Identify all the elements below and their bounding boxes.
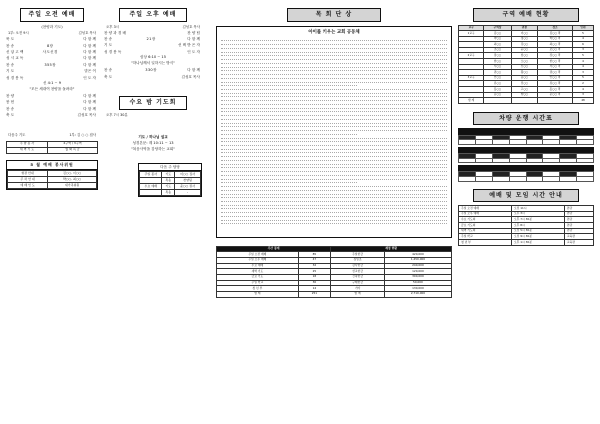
volunteers-table <box>7 170 97 189</box>
stats-row-cell: 85 <box>298 252 330 258</box>
stats-row-cell: 주일 오전 예배 <box>217 252 299 258</box>
bus-table-1 <box>458 135 594 145</box>
order-detail: 8장 <box>46 43 54 48</box>
district-row-cell: 윤○○ <box>511 47 537 53</box>
stats-row-cell: 주일헌금 <box>331 252 385 258</box>
stats-row-cell: 주일 오후 예배 <box>217 257 299 263</box>
bus-cell <box>543 177 560 182</box>
pastor-column <box>216 8 452 298</box>
district-row-cell: 고○○ <box>511 87 537 93</box>
stats-row-cell: 구제헌금 <box>331 280 385 286</box>
district-row-cell <box>511 98 537 104</box>
afternoon-service-time: 오후 3시 <box>106 24 120 29</box>
district-row-cell: 김○○ 댁 <box>538 31 573 37</box>
next-duty-box <box>138 163 202 197</box>
bus-cell <box>577 177 594 182</box>
order-leader: 김성호 목사 <box>181 74 200 79</box>
bus-cell <box>526 140 543 145</box>
order-row <box>104 74 202 80</box>
order-item: 성 시 교 독 <box>6 56 24 61</box>
order-leader: 맡은 이 <box>84 69 96 74</box>
stats-row-cell: 30 <box>298 280 330 286</box>
next-duty-row-cell: 찬양팀 <box>175 178 201 184</box>
next-duty-row-cell: - <box>175 190 201 196</box>
order-item: 축 도 <box>6 113 15 118</box>
bus-cell <box>509 158 526 163</box>
bus-row <box>459 140 594 145</box>
stats-row-cell: 합 계 <box>331 291 385 297</box>
district-row-cell: 김○○ <box>484 31 512 37</box>
order-row <box>104 67 202 73</box>
order-leader: 다 함 께 <box>83 93 96 98</box>
afternoon-sermon-title: "하나님께서 일하시는 방식" <box>131 61 175 66</box>
district-col-header: 구역장 <box>484 25 512 31</box>
stats-row-cell: 금요 기도 <box>217 274 299 280</box>
stats-row-cell: 130,000 <box>384 286 451 292</box>
next-duty-row-cell: 특송 <box>162 190 175 196</box>
afternoon-service-pastor: 김성호 목사 <box>182 24 200 29</box>
stats-row-cell: 주일 학교 <box>217 280 299 286</box>
district-row-cell: 서○○ 댁 <box>538 64 573 70</box>
next-duty-row-cell: 이○○ 집사 <box>175 172 201 178</box>
district-row-cell: 황○○ <box>511 70 537 76</box>
schedule-row-cell: 오후 1시 30분 <box>511 240 564 246</box>
district-row-cell: 최○○ <box>484 42 512 48</box>
district-row-cell: 4 <box>573 59 594 65</box>
district-row-cell: 박○○ <box>484 36 512 42</box>
bus-cell <box>543 158 560 163</box>
next-duty-header: 다음 주 담당 <box>139 164 201 171</box>
order-item: 신 앙 고 백 <box>6 49 24 54</box>
order-leader: 선 택 받 은 자 <box>178 43 200 48</box>
order-leader: 찬 양 팀 <box>187 30 200 35</box>
duty-row-cell: 새 벽 기 도 <box>7 147 48 153</box>
bus-cell <box>459 158 476 163</box>
district-row-cell: 합 계 <box>459 98 484 104</box>
district-row-cell: 조○○ <box>484 47 512 53</box>
order-item: 찬 송 <box>104 68 113 73</box>
bus-schedule-header: 차량 운행 시간표 <box>473 112 579 126</box>
next-duty-row-cell <box>140 190 162 196</box>
stats-row-cell: 120,000 <box>384 269 451 275</box>
district-row-cell: 4 <box>573 87 594 93</box>
article-text-lines <box>221 38 447 225</box>
district-row-cell: 홍○○ <box>484 87 512 93</box>
morning-service-header: 주일 오전 예배 <box>20 8 84 22</box>
order-item: 기 도 <box>6 69 15 74</box>
order-leader: 다 함 께 <box>83 49 96 54</box>
district-row-cell: 조○○ 댁 <box>538 47 573 53</box>
worship-schedule-header: 예배 및 모임 시간 안내 <box>473 189 579 203</box>
morning-service-column <box>6 8 98 190</box>
stats-row <box>217 291 452 297</box>
stats-row-cell: 251 <box>298 291 330 297</box>
district-row-cell: 1교구 <box>459 31 484 37</box>
wednesday-meta <box>106 113 200 117</box>
district-table <box>458 25 594 104</box>
stats-row-cell: 건축헌금 <box>331 274 385 280</box>
order-item: 찬 송 <box>6 43 15 48</box>
district-row-cell <box>538 98 573 104</box>
order-leader: 인 도 자 <box>187 49 200 54</box>
order-detail: 330장 <box>145 68 157 73</box>
order-detail: 21장 <box>146 37 156 42</box>
pastor-column-header: 목 회 단 상 <box>287 8 381 22</box>
district-row-cell: 전○○ <box>511 81 537 87</box>
stats-row-cell: 2,710,000 <box>384 291 451 297</box>
district-header: 구역 예배 현황 <box>473 8 579 22</box>
bus-cell <box>475 158 492 163</box>
district-row-cell: 서○○ <box>484 64 512 70</box>
bus-cell <box>577 158 594 163</box>
district-row-cell: 권○○ 댁 <box>538 70 573 76</box>
district-row-cell: 오○○ <box>511 59 537 65</box>
bus-cell <box>459 140 476 145</box>
worship-schedule-table <box>458 205 594 246</box>
bus-cell <box>577 140 594 145</box>
order-item: 묵 도 <box>6 37 15 42</box>
bus-cell <box>475 140 492 145</box>
stats-row-cell: 14 <box>298 286 330 292</box>
district-row-cell: 권○○ <box>484 70 512 76</box>
next-duty-row <box>140 190 201 196</box>
bus-cell <box>492 140 509 145</box>
district-col-header: 장소 <box>538 25 573 31</box>
article-title: 아이를 키우는 교회 공동체 <box>308 29 360 35</box>
stats-row-cell: 십일조 <box>331 257 385 263</box>
stats-row-cell: 기타 <box>331 286 385 292</box>
stats-header-finance: 재정 현황 <box>331 246 452 252</box>
next-duty-row-cell: 수요 예배 <box>140 184 162 190</box>
stats-row-cell: 감사헌금 <box>331 263 385 269</box>
district-col-header: 권찰 <box>511 25 537 31</box>
next-duty-table <box>139 171 201 196</box>
volunteer-row-cell: 김○○, 이○○ <box>48 171 97 177</box>
order-row <box>6 43 98 49</box>
duty-row <box>7 147 98 153</box>
district-row-cell: 4 <box>573 36 594 42</box>
bus-table-2 <box>458 153 594 163</box>
bus-cell <box>526 177 543 182</box>
bus-schedule <box>458 128 594 181</box>
district-row-cell: 장○○ 댁 <box>538 53 573 59</box>
wednesday-scripture: 성경본문: 계 10:11 ~ 13 <box>132 140 174 145</box>
schedule-row-cell: 주일 오전 예배 <box>459 206 512 212</box>
district-row-cell: 5 <box>573 53 594 59</box>
district-col-header: 교구 <box>459 25 484 31</box>
district-row-cell: 임○○ <box>511 53 537 59</box>
district-row <box>459 98 594 104</box>
schedule-row-cell: 본당 <box>564 206 593 212</box>
order-leader: 다 함 께 <box>83 106 96 111</box>
district-row-cell: 정○○ <box>511 36 537 42</box>
order-row <box>6 112 98 118</box>
bus-cell <box>526 158 543 163</box>
schedule-row-cell: 오전 5시 30분 <box>511 228 564 234</box>
order-item: 성 경 봉 독 <box>104 49 122 54</box>
morning-service-time: 1부: 오전 9시 <box>8 30 29 35</box>
stats-row-cell: 합 계 <box>217 291 299 297</box>
wednesday-sermon: "복음사역을 감당하는 교회" <box>131 146 175 151</box>
district-column <box>458 8 594 246</box>
stats-row-cell: 50,000 <box>384 280 451 286</box>
bus-row <box>459 177 594 182</box>
order-row <box>104 36 202 42</box>
district-row-cell: 박○○ 댁 <box>538 36 573 42</box>
schedule-row-cell: 수요 기도회 <box>459 217 512 223</box>
district-row-cell: 안○○ 댁 <box>538 75 573 81</box>
next-duty-row-cell: 기도 <box>162 184 175 190</box>
stats-row-cell: 청 년 부 <box>217 286 299 292</box>
afternoon-service-meta <box>106 25 200 29</box>
schedule-row-cell: 청 년 부 <box>459 240 512 246</box>
order-item: 축 도 <box>104 74 113 79</box>
bus-cell <box>509 177 526 182</box>
stats-row-cell: 수요 예배 <box>217 263 299 269</box>
order-detail: 사도신경 <box>42 49 58 54</box>
morning-order-list <box>6 36 98 81</box>
morning-service-pastor: 김성호 목사 <box>78 30 96 35</box>
volunteer-row-cell: 현관 안내 <box>8 171 48 177</box>
stats-row-cell: 새벽 기도 <box>217 269 299 275</box>
district-row-cell: 2교구 <box>459 53 484 59</box>
volunteer-row-cell: 박○○, 최○○ <box>48 177 97 183</box>
afternoon-order-list-2 <box>104 67 202 80</box>
district-row-cell: 2 <box>573 81 594 87</box>
stats-row-cell: 420,000 <box>384 252 451 258</box>
district-row-cell: 신○○ <box>511 64 537 70</box>
bus-cell <box>492 158 509 163</box>
morning-order-list-2 <box>6 93 98 119</box>
order-item: 찬 양 <box>6 93 15 98</box>
afternoon-service-header: 주일 오후 예배 <box>119 8 188 22</box>
district-row-cell <box>484 98 512 104</box>
bus-table-3 <box>458 171 594 181</box>
wednesday-time: 오후 7시 30분 <box>106 112 128 117</box>
bus-cell <box>560 158 577 163</box>
order-item: 찬 송 <box>6 62 15 67</box>
district-row-cell: 4 <box>573 64 594 70</box>
bus-cell <box>560 177 577 182</box>
schedule-row-cell: 본당 <box>564 217 593 223</box>
duty-row-cell: 월 화 목 금 <box>47 147 97 153</box>
order-detail: 355장 <box>44 62 56 67</box>
next-week-prayer-label: 다음주 기도 <box>8 132 26 137</box>
order-leader: 김성호 목사 <box>77 113 96 118</box>
duty-table <box>6 141 98 154</box>
schedule-row-cell: 오후 8시 <box>511 223 564 229</box>
stats-row-cell: 240,000 <box>384 263 451 269</box>
order-item: 찬 송 <box>104 37 113 42</box>
next-duty-row-cell: 기도 <box>162 172 175 178</box>
stats-row-cell: 32 <box>298 263 330 269</box>
morning-service-subtitle: (찬양과 기도) <box>41 24 63 29</box>
bus-cell <box>475 177 492 182</box>
order-leader: 다 함 께 <box>187 68 200 73</box>
morning-sermon-title: "모든 세대여 찬양을 돌려라" <box>29 86 75 91</box>
bus-cell <box>459 177 476 182</box>
statistics-table <box>216 246 452 298</box>
order-leader: 다 함 께 <box>187 37 200 42</box>
bus-cell <box>560 140 577 145</box>
stats-row-cell: 25 <box>298 269 330 275</box>
order-item: 성 경 봉 독 <box>6 75 24 80</box>
next-week-prayer <box>8 133 96 137</box>
order-item: 봉 헌 <box>6 100 15 105</box>
order-leader: 다 함 께 <box>83 56 96 61</box>
order-leader: 다 함 께 <box>83 100 96 105</box>
schedule-row-cell: 주일 학교 <box>459 234 512 240</box>
stats-row-cell: 1,450,000 <box>384 257 451 263</box>
schedule-row-cell: 오전 11시 <box>511 206 564 212</box>
stats-row-cell: 선교헌금 <box>331 269 385 275</box>
schedule-row-cell: 오후 7시 30분 <box>511 217 564 223</box>
district-row-cell: 송○○ <box>511 75 537 81</box>
order-item: 찬 양 과 경 배 <box>104 30 126 35</box>
bus-cell <box>492 177 509 182</box>
district-row-cell: 류○○ <box>484 81 512 87</box>
wednesday-prayer-header: 수요 밤 기도회 <box>119 96 188 110</box>
volunteer-row-cell: 새가족위원 <box>48 183 97 189</box>
duty-row-cell: 2구역 / 3구역 <box>47 141 97 147</box>
district-row-cell: 양○○ <box>511 92 537 98</box>
schedule-row <box>459 240 594 246</box>
order-leader: 인 도 자 <box>83 75 96 80</box>
district-row-cell: 강○○ <box>511 42 537 48</box>
afternoon-service-column <box>104 8 202 197</box>
next-duty-row-cell: 주일 봉사 <box>140 172 162 178</box>
district-row-cell: 3 <box>573 47 594 53</box>
afternoon-order-list <box>104 30 202 56</box>
district-col-header: 인원 <box>573 25 594 31</box>
pastor-article <box>216 26 452 238</box>
next-week-prayer-name: 1부: 김 ○ ○ 집사 <box>69 132 96 137</box>
article-line <box>221 221 447 225</box>
order-row <box>6 49 98 55</box>
schedule-row-cell: 오후 3시 <box>511 211 564 217</box>
district-row-cell: 3교구 <box>459 75 484 81</box>
afternoon-scripture: 삼상 6:10 ~ 15 <box>139 55 167 60</box>
stats-header-attendance: 주간 통계 <box>217 246 331 252</box>
district-row-cell: 류○○ 댁 <box>538 81 573 87</box>
district-row-cell: 이○○ <box>511 31 537 37</box>
order-leader: 다 함 께 <box>83 62 96 67</box>
schedule-row-cell: 본당 <box>564 211 593 217</box>
next-duty-row-cell: 특송 <box>162 178 175 184</box>
service-volunteers-box <box>6 160 98 191</box>
schedule-row-cell: 새벽 기도회 <box>459 228 512 234</box>
order-leader: 다 함 께 <box>83 43 96 48</box>
schedule-row-cell: 주일 오후 예배 <box>459 211 512 217</box>
schedule-row-cell: 교육관 <box>564 234 593 240</box>
district-row-cell: 한○○ <box>484 59 512 65</box>
bus-cell <box>543 140 560 145</box>
order-item: 기 도 <box>104 43 113 48</box>
wednesday-title: 기도 / 하나님 설교 <box>138 134 168 139</box>
order-row <box>6 62 98 68</box>
district-row-cell: 안○○ <box>484 75 512 81</box>
bus-row <box>459 158 594 163</box>
district-row-cell: 3 <box>573 92 594 98</box>
district-row-cell: 장○○ <box>484 53 512 59</box>
schedule-row-cell: 본당 <box>564 223 593 229</box>
district-row-cell: 문○○ 댁 <box>538 92 573 98</box>
district-row-cell: 최○○ 댁 <box>538 42 573 48</box>
schedule-row-cell: 교육관 <box>564 240 593 246</box>
stats-row-cell: 18 <box>298 274 330 280</box>
volunteers-header: 5 월 예배 봉사위원 <box>7 161 97 171</box>
next-duty-row-cell: 윤○○ 권사 <box>175 184 201 190</box>
morning-service-meta <box>8 31 96 35</box>
schedule-row-cell: 오전 9시 30분 <box>511 234 564 240</box>
schedule-row-cell: 금요 기도회 <box>459 223 512 229</box>
district-row-cell: 6 <box>573 42 594 48</box>
bus-cell <box>509 140 526 145</box>
order-leader: 다 함 께 <box>83 37 96 42</box>
volunteer-row-cell: 예 배 인 도 <box>8 183 48 189</box>
volunteer-row <box>8 183 97 189</box>
district-row-cell: 48 <box>573 98 594 104</box>
district-row-cell: 한○○ 댁 <box>538 59 573 65</box>
district-row-cell: 문○○ <box>484 92 512 98</box>
morning-scripture: 신 4:1 ~ 9 <box>43 80 61 85</box>
stats-row-cell: 47 <box>298 257 330 263</box>
district-row-cell: 5 <box>573 75 594 81</box>
schedule-row-cell: 본당 <box>564 228 593 234</box>
district-row-cell: 5 <box>573 31 594 37</box>
volunteer-row-cell: 주 차 안 내 <box>8 177 48 183</box>
stats-row-cell: 300,000 <box>384 274 451 280</box>
duty-row-cell: 주 방 봉 사 <box>7 141 48 147</box>
order-item: 찬 송 <box>6 106 15 111</box>
district-row-cell: 홍○○ 댁 <box>538 87 573 93</box>
district-row-cell: 3 <box>573 70 594 76</box>
